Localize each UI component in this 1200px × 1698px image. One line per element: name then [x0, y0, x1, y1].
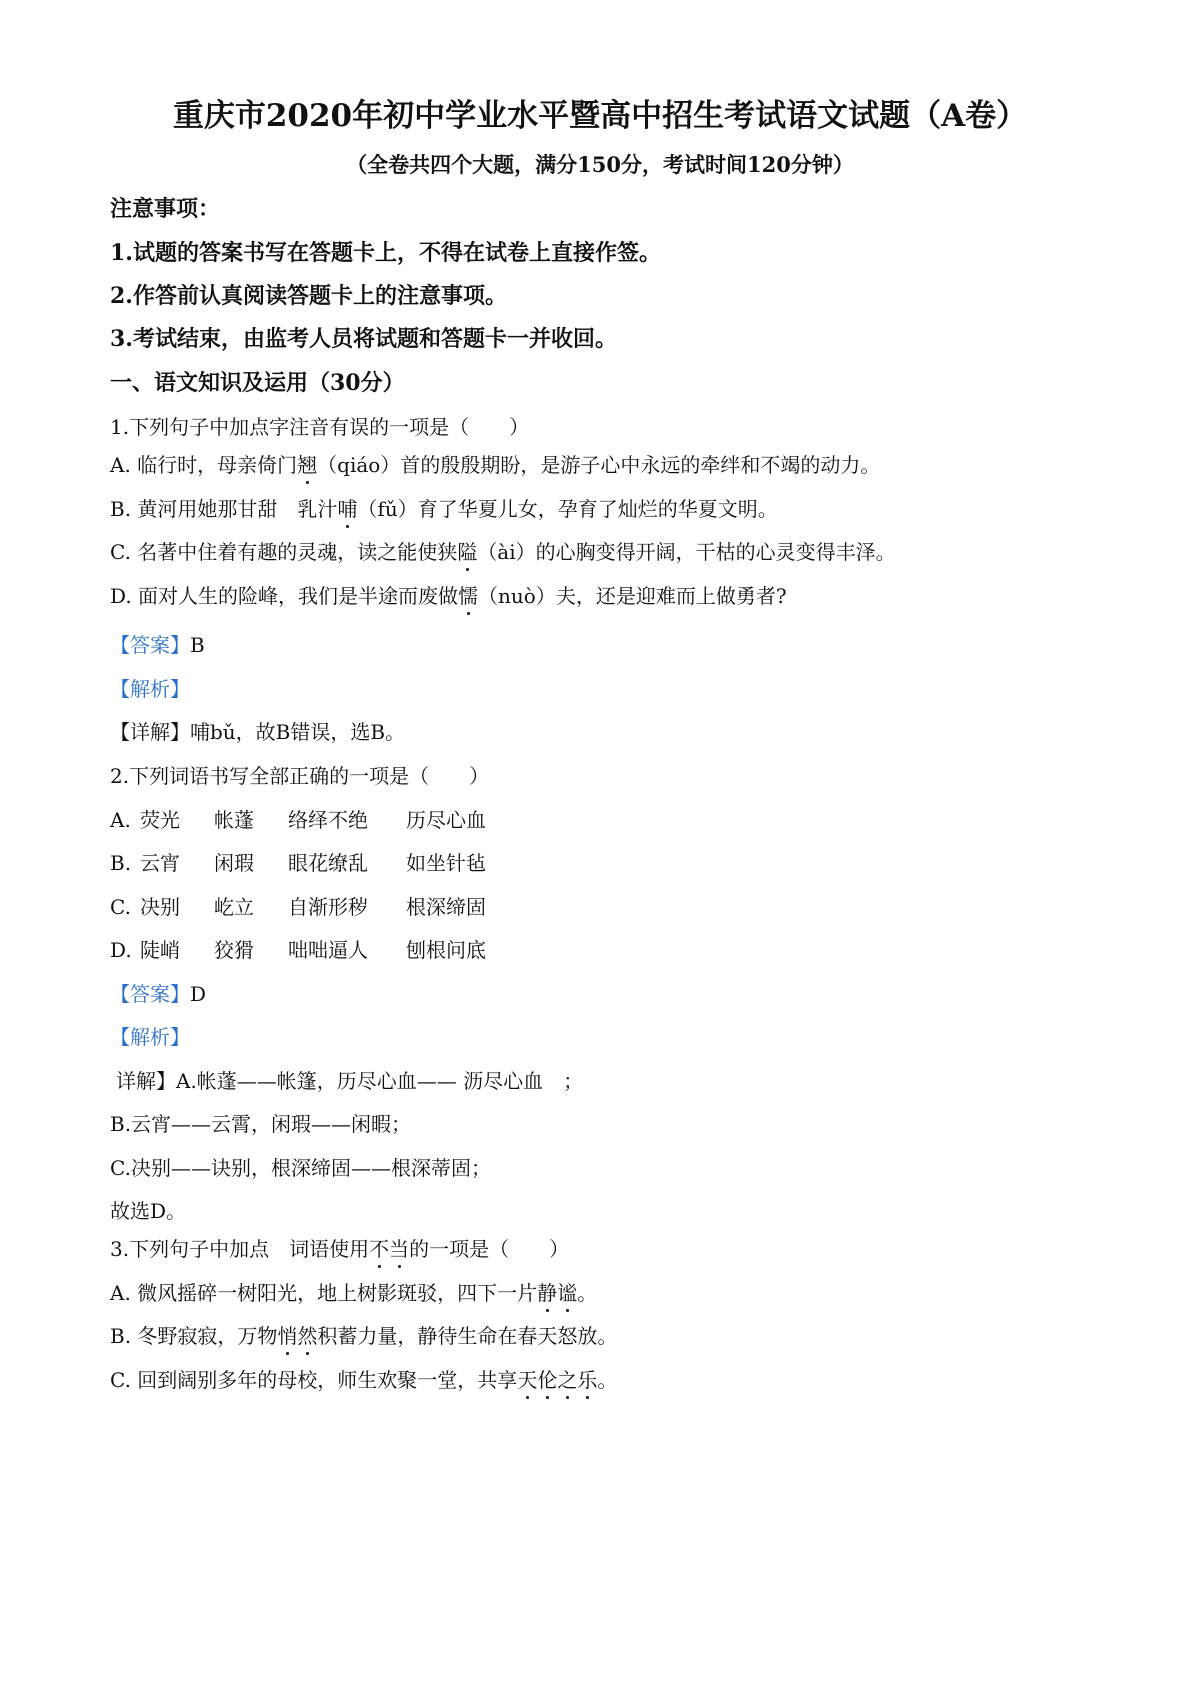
- answer-label: 【答案】: [110, 982, 190, 1006]
- question-2-option-b: B. 云宵 闲瑕 眼花缭乱 如坐针毡: [110, 851, 486, 875]
- emphasis-dot-char: 乐: [577, 1368, 598, 1392]
- question-2-detail-4: 故选D。: [110, 1199, 187, 1223]
- emphasis-dot-char: 谧: [557, 1281, 578, 1305]
- emphasis-dot-char: 当: [389, 1237, 410, 1261]
- answer-label: 【答案】: [110, 633, 190, 657]
- emphasis-dot-char: 伦: [537, 1368, 558, 1392]
- emphasis-dot-char: 哺: [337, 497, 358, 521]
- question-3-stem: 3.下列句子中加点 词语使用不当的一项是（ ）: [110, 1237, 570, 1261]
- question-3-option-a: A. 微风摇碎一树阳光，地上树影斑驳，四下一片静谧。: [110, 1281, 598, 1305]
- question-2-stem: 2.下列词语书写全部正确的一项是（ ）: [110, 764, 490, 788]
- question-2-answer: [110, 981, 1100, 1007]
- emphasis-dot-char: 翘: [297, 453, 318, 477]
- question-2-analysis-label: 【解析】: [110, 1025, 190, 1049]
- question-1-analysis-label: 【解析】: [110, 677, 190, 701]
- emphasis-dot-char: 隘: [457, 540, 478, 564]
- emphasis-dot-char: 天: [517, 1368, 538, 1392]
- page-title: 重庆市2020年初中学业水平暨高中招生考试语文试题（A卷）: [172, 98, 1028, 134]
- question-1-answer: [110, 632, 1100, 658]
- answer-value: B: [190, 633, 205, 657]
- notice-heading: 注意事项：: [110, 196, 221, 222]
- emphasis-dot-char: 然: [297, 1324, 318, 1348]
- question-2-option-a: A. 荧光 帐蓬 络绎不绝 历尽心血: [110, 808, 486, 832]
- page-subtitle: （全卷共四个大题，满分150分，考试时间120分钟）: [346, 152, 854, 177]
- emphasis-dot-char: 之: [557, 1368, 578, 1392]
- question-1-option-d: D. 面对人生的险峰，我们是半途而废做懦（nuò）夫，还是迎难而上做勇者?: [110, 584, 787, 608]
- question-1-option-b: B. 黄河用她那甘甜 乳汁哺（fǔ）育了华夏儿女，孕育了灿烂的华夏文明。: [110, 497, 778, 521]
- question-2-detail-3: C.决别——诀别，根深缔固——根深蒂固；: [110, 1156, 491, 1180]
- question-2-option-d: D. 陡峭 狡猾 咄咄逼人 刨根问底: [110, 938, 486, 962]
- emphasis-dot-char: 不: [369, 1237, 390, 1261]
- question-1-option-c: C. 名著中住着有趣的灵魂，读之能使狭隘（ài）的心胸变得开阔，干枯的心灵变得丰泽。: [110, 540, 896, 564]
- question-3-option-c: C. 回到阔别多年的母校，师生欢聚一堂，共享天伦之乐。: [110, 1368, 618, 1392]
- notice-item-1: 1.试题的答案书写在答题卡上，不得在试卷上直接作签。: [110, 240, 661, 266]
- answer-value: D: [190, 982, 207, 1006]
- emphasis-dot-char: 静: [537, 1281, 558, 1305]
- notice-item-3: 3.考试结束，由监考人员将试题和答题卡一并收回。: [110, 326, 617, 352]
- section-heading: 一、语文知识及运用（30分）: [110, 370, 405, 396]
- question-3-option-b: B. 冬野寂寂，万物悄然积蓄力量，静待生命在春天怒放。: [110, 1324, 618, 1348]
- question-2-option-c: C. 决别 屹立 自渐形秽 根深缔固: [110, 895, 486, 919]
- question-1-stem: 1.下列句子中加点字注音有误的一项是（ ）: [110, 415, 530, 439]
- question-1-detail: 【详解】哺bǔ，故B错误，选B。: [110, 720, 406, 744]
- emphasis-dot-char: 悄: [277, 1324, 298, 1348]
- question-2-detail-1: 详解】A.帐蓬——帐篷，历尽心血—— 沥尽心血 ；: [116, 1069, 584, 1093]
- emphasis-dot-char: 懦: [458, 584, 479, 608]
- question-2-detail-2: B.云宵——云霄，闲瑕——闲暇；: [110, 1112, 412, 1136]
- notice-item-2: 2.作答前认真阅读答题卡上的注意事项。: [110, 283, 507, 309]
- question-1-option-a: A. 临行时，母亲倚门翘（qiáo）首的殷殷期盼，是游子心中永远的牵绊和不竭的动力。: [110, 453, 881, 477]
